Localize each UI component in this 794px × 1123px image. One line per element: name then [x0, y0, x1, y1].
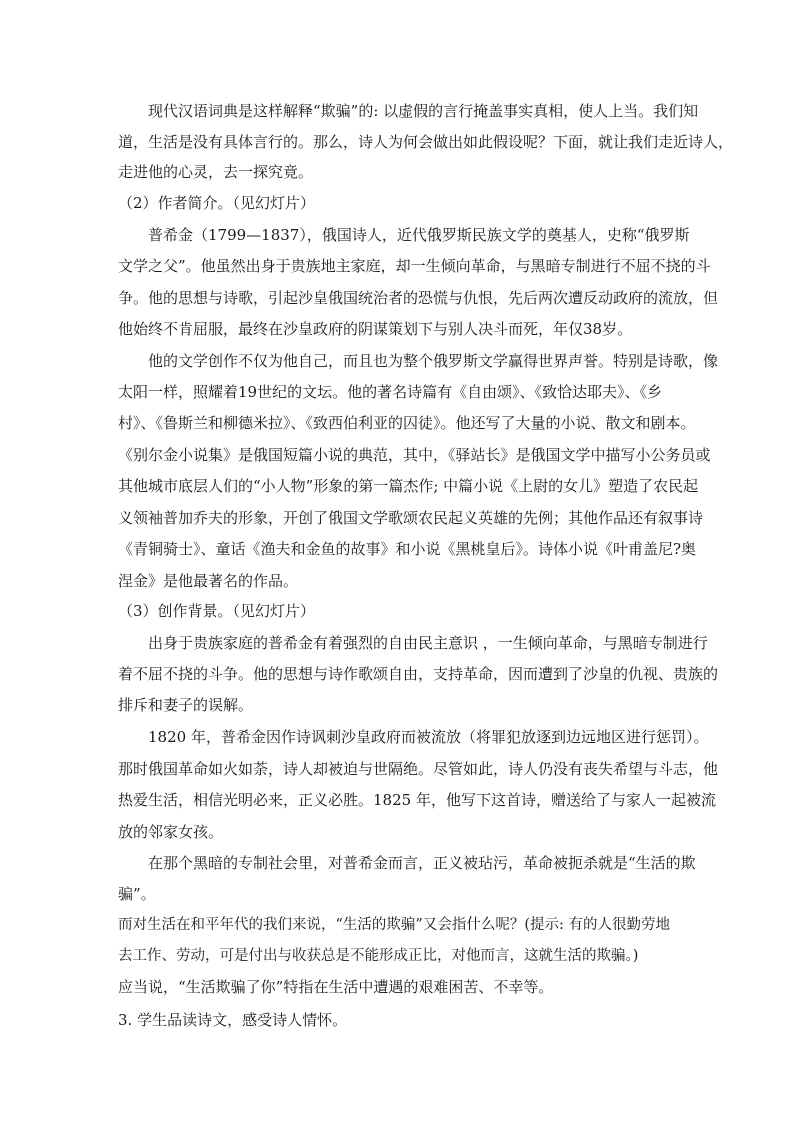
text-line: 着不屈不挠的斗争。他的思想与诗作歌颂自由，支持革命，因而遭到了沙皇的仇视、贵族的 [118, 665, 719, 683]
text-line: 出身于贵族家庭的普希金有着强烈的自由民主意识 ，一生倾向革命，与黑暗专制进行 [148, 634, 708, 652]
section-heading: （2）作者简介。（见幻灯片） [118, 194, 316, 212]
text-line: 排斥和妻子的误解。 [118, 696, 254, 714]
text-line: 他的文学创作不仅为他自己，而且也为整个俄罗斯文学赢得世界声誉。特别是诗歌，像 [148, 352, 719, 370]
text-line: 应当说，“生活欺骗了你”特指在生活中遭遇的艰难困苦、不幸等。 [118, 978, 554, 996]
text-line: 骗”。 [118, 885, 156, 903]
text-line: 走进他的心灵，去一探究竟。 [118, 163, 314, 181]
text-line: 太阳一样，照耀着19世纪的文坛。他的著名诗篇有《自由颂》、《致恰达耶夫》、《乡 [118, 383, 663, 401]
text-line: 《别尔金小说集》是俄国短篇小说的典范，其中，《驿站长》是俄国文学中描写小公务员或 [118, 446, 711, 464]
text-line: 《青铜骑士》、童话《渔夫和金鱼的故事》和小说《黑桃皇后》。诗体小说《叶甫盖尼?奥 [118, 540, 697, 558]
text-line: 道，生活是没有具体言行的。那么，诗人为何会做出如此假设呢？下面，就让我们走近诗人， [118, 133, 734, 151]
text-line: 普希金（1799—1837），俄国诗人，近代俄罗斯民族文学的奠基人，史称“俄罗斯 [148, 226, 690, 244]
text-line: 其他城市底层人们的“小人物”形象的第一篇杰作; 中篇小说《上尉的女儿》塑造了农民起 [118, 477, 699, 495]
section-heading: （3）创作背景。（见幻灯片） [118, 602, 316, 620]
step-heading: 3. 学生品读诗文，感受诗人情怀。 [118, 1011, 348, 1029]
text-line: 1820 年，普希金因作诗讽刺沙皇政府而被流放（将罪犯放逐到边远地区进行惩罚）。 [148, 728, 709, 746]
text-line: 在那个黑暗的专制社会里，对普希金而言，正义被玷污，革命被扼杀就是“生活的欺 [148, 854, 696, 872]
text-line: 热爱生活，相信光明必来，正义必胜。1825 年，他写下这首诗，赠送给了与家人一起被流 [118, 791, 716, 809]
text-line: 文学之父”。他虽然出身于贵族地主家庭，却一生倾向革命，与黑暗专制进行不屈不挠的斗 [118, 257, 711, 275]
text-line: 争。他的思想与诗歌，引起沙皇俄国统治者的恐慌与仇恨，先后两次遭反动政府的流放，但 [118, 289, 719, 307]
text-line: 去工作、劳动，可是付出与收获总是不能形成正比，对他而言，这就生活的欺骗。) [118, 948, 639, 964]
text-line: 放的邻家女孩。 [118, 823, 224, 841]
text-line: 村》、《鲁斯兰和柳德米拉》、《致西伯利亚的囚徒》。他还写了大量的小说、散文和剧本。 [118, 414, 696, 432]
text-line: 涅金》是他最著名的作品。 [118, 572, 299, 590]
text-line: 现代汉语词典是这样解释“欺骗”的: 以虚假的言行掩盖事实真相，使人上当。我们知 [148, 102, 699, 120]
text-line: 那时俄国革命如火如荼，诗人却被迫与世隔绝。尽管如此，诗人仍没有丧失希望与斗志，他 [118, 760, 719, 778]
text-line: 而对生活在和平年代的我们来说，“生活的欺骗”又会指什么呢？(提示: 有的人很勤劳地 [118, 917, 670, 933]
text-line: 他始终不肯屈服，最终在沙皇政府的阴谋策划下与别人决斗而死，年仅38岁。 [118, 320, 633, 338]
text-line: 义领袖普加乔夫的形象，开创了俄国文学歌颂农民起义英雄的先例；其他作品还有叙事诗 [118, 509, 704, 527]
